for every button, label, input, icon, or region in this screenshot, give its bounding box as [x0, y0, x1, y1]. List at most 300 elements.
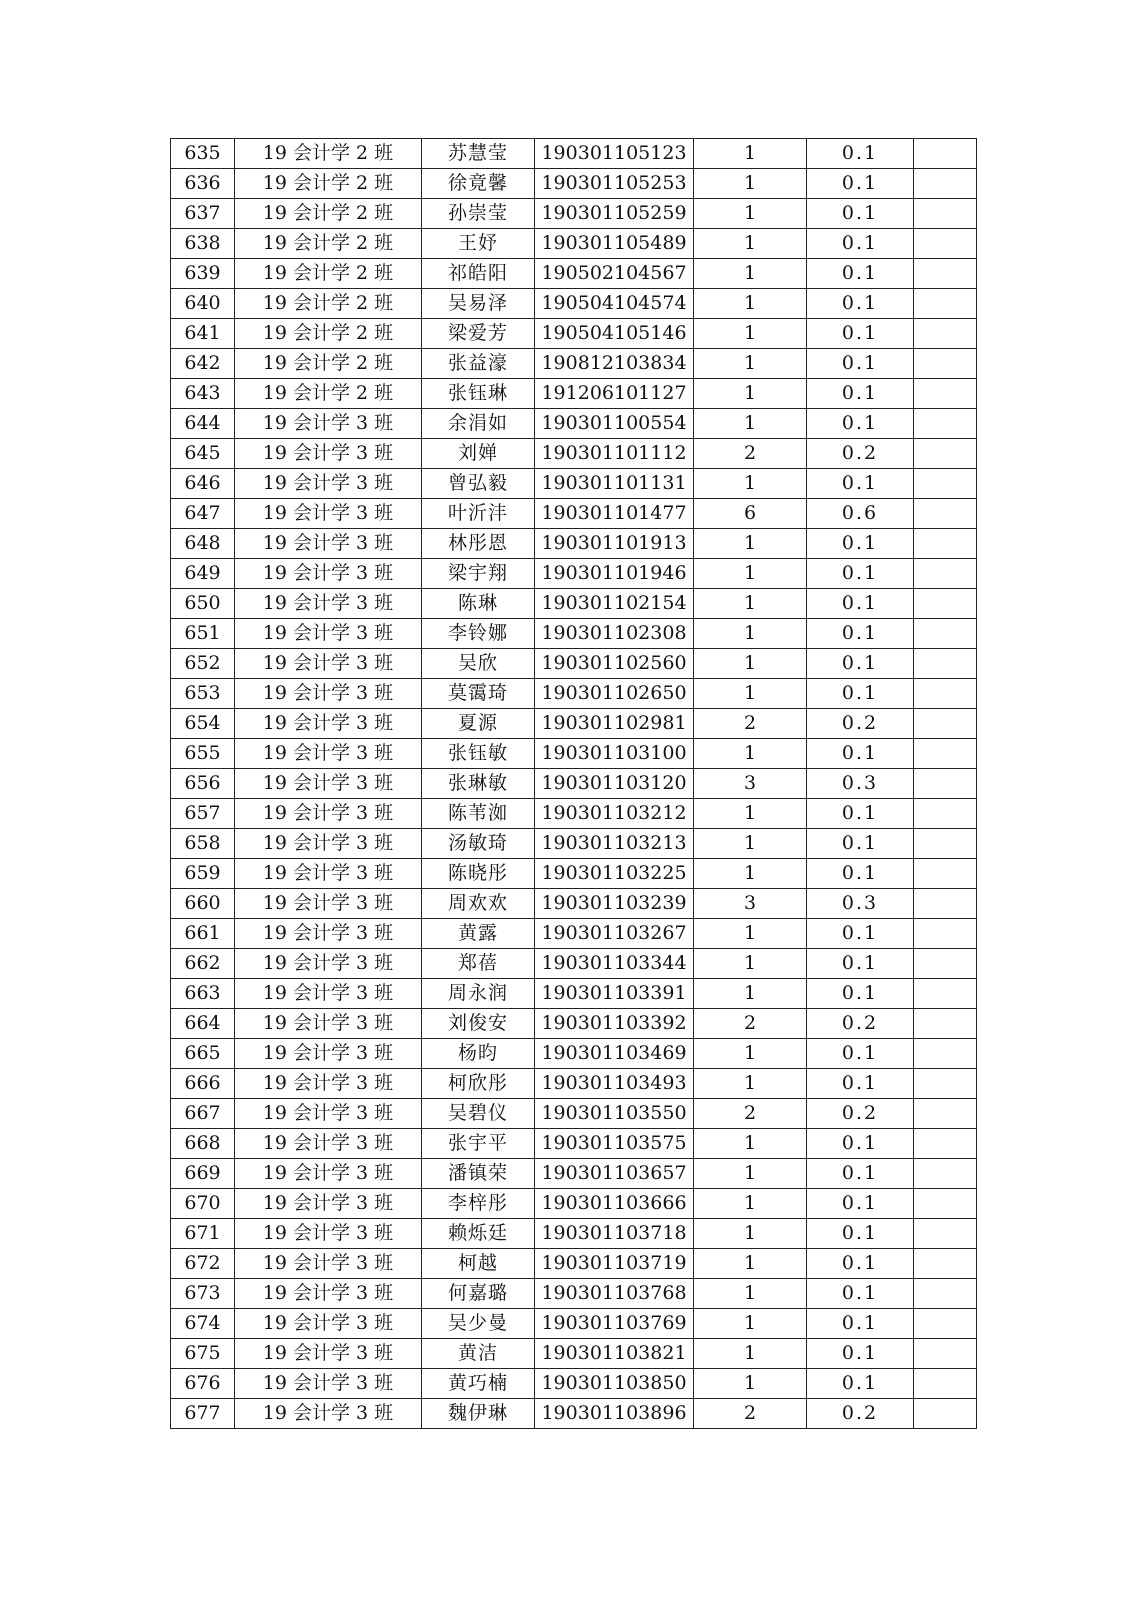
student-name-cell: 王妤: [422, 229, 535, 259]
class-name-cell: 19 会计学 3 班: [235, 709, 422, 739]
student-id-cell: 190301100554: [535, 409, 694, 439]
student-id-cell: 190301103850: [535, 1369, 694, 1399]
class-name-cell: 19 会计学 3 班: [235, 1099, 422, 1129]
student-name-cell: 夏源: [422, 709, 535, 739]
points-cell: 0.1: [807, 349, 914, 379]
points-cell: 0.2: [807, 439, 914, 469]
points-cell: 0.1: [807, 919, 914, 949]
count-cell: 2: [694, 439, 807, 469]
count-cell: 1: [694, 859, 807, 889]
class-name-cell: 19 会计学 2 班: [235, 139, 422, 169]
points-cell: 0.6: [807, 499, 914, 529]
table-row: [171, 1249, 977, 1279]
remarks-cell: [914, 289, 977, 319]
student-name-cell: 徐竟馨: [422, 169, 535, 199]
table-row: [171, 469, 977, 499]
student-id-cell: 190301103239: [535, 889, 694, 919]
table-row: [171, 169, 977, 199]
class-name-cell: 19 会计学 2 班: [235, 289, 422, 319]
seq-number-cell: 677: [171, 1399, 235, 1429]
remarks-cell: [914, 619, 977, 649]
table-row: [171, 1399, 977, 1429]
remarks-cell: [914, 499, 977, 529]
table-row: [171, 1189, 977, 1219]
points-cell: 0.1: [807, 1069, 914, 1099]
table-row: [171, 649, 977, 679]
table-row: [171, 1219, 977, 1249]
remarks-cell: [914, 409, 977, 439]
seq-number-cell: 642: [171, 349, 235, 379]
class-name-cell: 19 会计学 3 班: [235, 1159, 422, 1189]
points-cell: 0.1: [807, 169, 914, 199]
count-cell: 1: [694, 559, 807, 589]
student-name-cell: 黄巧楠: [422, 1369, 535, 1399]
seq-number-cell: 656: [171, 769, 235, 799]
table-row: [171, 589, 977, 619]
remarks-cell: [914, 1189, 977, 1219]
seq-number-cell: 676: [171, 1369, 235, 1399]
count-cell: 1: [694, 649, 807, 679]
class-name-cell: 19 会计学 3 班: [235, 979, 422, 1009]
student-name-cell: 魏伊琳: [422, 1399, 535, 1429]
remarks-cell: [914, 439, 977, 469]
class-name-cell: 19 会计学 3 班: [235, 1369, 422, 1399]
points-cell: 0.1: [807, 679, 914, 709]
table-row: [171, 859, 977, 889]
table-row: [171, 619, 977, 649]
class-name-cell: 19 会计学 3 班: [235, 1189, 422, 1219]
student-name-cell: 梁宇翔: [422, 559, 535, 589]
student-name-cell: 黄露: [422, 919, 535, 949]
count-cell: 1: [694, 169, 807, 199]
class-name-cell: 19 会计学 3 班: [235, 1249, 422, 1279]
student-id-cell: 190301102560: [535, 649, 694, 679]
student-id-cell: 190301102308: [535, 619, 694, 649]
student-name-cell: 潘镇荣: [422, 1159, 535, 1189]
seq-number-cell: 635: [171, 139, 235, 169]
count-cell: 3: [694, 769, 807, 799]
count-cell: 1: [694, 1339, 807, 1369]
count-cell: 1: [694, 799, 807, 829]
seq-number-cell: 644: [171, 409, 235, 439]
table-row: [171, 199, 977, 229]
seq-number-cell: 665: [171, 1039, 235, 1069]
remarks-cell: [914, 889, 977, 919]
table-row: [171, 559, 977, 589]
student-id-cell: 190301103225: [535, 859, 694, 889]
table-row: [171, 679, 977, 709]
class-name-cell: 19 会计学 3 班: [235, 1339, 422, 1369]
count-cell: 1: [694, 469, 807, 499]
student-id-cell: 190301103213: [535, 829, 694, 859]
student-id-cell: 190301103821: [535, 1339, 694, 1369]
count-cell: 1: [694, 379, 807, 409]
remarks-cell: [914, 319, 977, 349]
table-row: [171, 379, 977, 409]
table-row: [171, 529, 977, 559]
seq-number-cell: 657: [171, 799, 235, 829]
remarks-cell: [914, 649, 977, 679]
count-cell: 1: [694, 1369, 807, 1399]
remarks-cell: [914, 139, 977, 169]
points-cell: 0.3: [807, 889, 914, 919]
seq-number-cell: 659: [171, 859, 235, 889]
student-id-cell: 190301105123: [535, 139, 694, 169]
count-cell: 1: [694, 679, 807, 709]
remarks-cell: [914, 1009, 977, 1039]
student-id-cell: 190301103666: [535, 1189, 694, 1219]
class-name-cell: 19 会计学 3 班: [235, 889, 422, 919]
points-cell: 0.1: [807, 619, 914, 649]
class-name-cell: 19 会计学 3 班: [235, 679, 422, 709]
points-cell: 0.1: [807, 319, 914, 349]
seq-number-cell: 671: [171, 1219, 235, 1249]
count-cell: 3: [694, 889, 807, 919]
remarks-cell: [914, 709, 977, 739]
student-id-cell: 190301103212: [535, 799, 694, 829]
table-row: [171, 949, 977, 979]
remarks-cell: [914, 1279, 977, 1309]
points-cell: 0.1: [807, 1189, 914, 1219]
class-name-cell: 19 会计学 3 班: [235, 829, 422, 859]
points-cell: 0.1: [807, 1369, 914, 1399]
student-name-cell: 李梓彤: [422, 1189, 535, 1219]
student-id-cell: 190301101913: [535, 529, 694, 559]
table-row: [171, 979, 977, 1009]
points-cell: 0.1: [807, 1279, 914, 1309]
count-cell: 1: [694, 739, 807, 769]
count-cell: 2: [694, 709, 807, 739]
points-cell: 0.1: [807, 829, 914, 859]
student-id-cell: 190301103469: [535, 1039, 694, 1069]
seq-number-cell: 664: [171, 1009, 235, 1039]
class-name-cell: 19 会计学 3 班: [235, 559, 422, 589]
student-id-cell: 190301103657: [535, 1159, 694, 1189]
table-row: [171, 1339, 977, 1369]
remarks-cell: [914, 1339, 977, 1369]
points-cell: 0.1: [807, 739, 914, 769]
seq-number-cell: 663: [171, 979, 235, 1009]
remarks-cell: [914, 379, 977, 409]
seq-number-cell: 645: [171, 439, 235, 469]
student-name-cell: 陈苇洳: [422, 799, 535, 829]
class-name-cell: 19 会计学 3 班: [235, 949, 422, 979]
points-cell: 0.1: [807, 1159, 914, 1189]
count-cell: 1: [694, 919, 807, 949]
seq-number-cell: 674: [171, 1309, 235, 1339]
table-row: [171, 409, 977, 439]
remarks-cell: [914, 559, 977, 589]
student-id-cell: 190301103575: [535, 1129, 694, 1159]
remarks-cell: [914, 589, 977, 619]
student-id-cell: 190301101477: [535, 499, 694, 529]
student-name-cell: 张钰敏: [422, 739, 535, 769]
class-name-cell: 19 会计学 3 班: [235, 739, 422, 769]
seq-number-cell: 666: [171, 1069, 235, 1099]
student-id-cell: 190301105253: [535, 169, 694, 199]
student-name-cell: 李铃娜: [422, 619, 535, 649]
class-name-cell: 19 会计学 2 班: [235, 169, 422, 199]
student-name-cell: 苏慧莹: [422, 139, 535, 169]
class-name-cell: 19 会计学 3 班: [235, 649, 422, 679]
class-name-cell: 19 会计学 3 班: [235, 919, 422, 949]
count-cell: 1: [694, 139, 807, 169]
seq-number-cell: 636: [171, 169, 235, 199]
student-name-cell: 孙崇莹: [422, 199, 535, 229]
seq-number-cell: 647: [171, 499, 235, 529]
seq-number-cell: 648: [171, 529, 235, 559]
points-cell: 0.1: [807, 559, 914, 589]
student-name-cell: 杨昀: [422, 1039, 535, 1069]
class-name-cell: 19 会计学 3 班: [235, 409, 422, 439]
student-name-cell: 赖烁廷: [422, 1219, 535, 1249]
student-name-cell: 张益濠: [422, 349, 535, 379]
seq-number-cell: 669: [171, 1159, 235, 1189]
class-name-cell: 19 会计学 2 班: [235, 229, 422, 259]
count-cell: 1: [694, 1189, 807, 1219]
count-cell: 1: [694, 979, 807, 1009]
student-name-cell: 林彤恩: [422, 529, 535, 559]
student-id-cell: 190301103719: [535, 1249, 694, 1279]
table-row: [171, 1009, 977, 1039]
seq-number-cell: 654: [171, 709, 235, 739]
remarks-cell: [914, 949, 977, 979]
remarks-cell: [914, 1249, 977, 1279]
points-cell: 0.2: [807, 1399, 914, 1429]
remarks-cell: [914, 1219, 977, 1249]
seq-number-cell: 670: [171, 1189, 235, 1219]
student-name-cell: 张琳敏: [422, 769, 535, 799]
seq-number-cell: 640: [171, 289, 235, 319]
student-id-cell: 190812103834: [535, 349, 694, 379]
class-name-cell: 19 会计学 3 班: [235, 529, 422, 559]
seq-number-cell: 667: [171, 1099, 235, 1129]
points-cell: 0.1: [807, 259, 914, 289]
student-name-cell: 莫霭琦: [422, 679, 535, 709]
student-name-cell: 吴欣: [422, 649, 535, 679]
points-cell: 0.1: [807, 1309, 914, 1339]
points-cell: 0.1: [807, 589, 914, 619]
points-cell: 0.1: [807, 1219, 914, 1249]
points-cell: 0.1: [807, 229, 914, 259]
points-cell: 0.1: [807, 859, 914, 889]
table-row: [171, 349, 977, 379]
student-id-cell: 190301102981: [535, 709, 694, 739]
class-name-cell: 19 会计学 3 班: [235, 499, 422, 529]
table-row: [171, 1309, 977, 1339]
seq-number-cell: 661: [171, 919, 235, 949]
remarks-cell: [914, 1129, 977, 1159]
class-name-cell: 19 会计学 3 班: [235, 1009, 422, 1039]
table-row: [171, 739, 977, 769]
class-name-cell: 19 会计学 3 班: [235, 469, 422, 499]
student-name-cell: 何嘉璐: [422, 1279, 535, 1309]
table-row: [171, 1069, 977, 1099]
remarks-cell: [914, 979, 977, 1009]
count-cell: 1: [694, 829, 807, 859]
class-name-cell: 19 会计学 3 班: [235, 1039, 422, 1069]
student-name-cell: 柯越: [422, 1249, 535, 1279]
student-id-cell: 190504105146: [535, 319, 694, 349]
points-cell: 0.2: [807, 1099, 914, 1129]
seq-number-cell: 653: [171, 679, 235, 709]
student-name-cell: 余涓如: [422, 409, 535, 439]
student-id-cell: 190301103896: [535, 1399, 694, 1429]
student-name-cell: 叶沂沣: [422, 499, 535, 529]
remarks-cell: [914, 1399, 977, 1429]
student-name-cell: 黄洁: [422, 1339, 535, 1369]
seq-number-cell: 660: [171, 889, 235, 919]
remarks-cell: [914, 259, 977, 289]
remarks-cell: [914, 229, 977, 259]
count-cell: 1: [694, 229, 807, 259]
points-cell: 0.1: [807, 139, 914, 169]
student-name-cell: 刘婵: [422, 439, 535, 469]
student-id-cell: 190301103718: [535, 1219, 694, 1249]
student-id-cell: 190301103344: [535, 949, 694, 979]
table-body: [171, 139, 977, 1429]
student-name-cell: 张宇平: [422, 1129, 535, 1159]
remarks-cell: [914, 1099, 977, 1129]
table-row: [171, 229, 977, 259]
class-name-cell: 19 会计学 3 班: [235, 859, 422, 889]
points-cell: 0.1: [807, 949, 914, 979]
points-cell: 0.1: [807, 1039, 914, 1069]
class-name-cell: 19 会计学 3 班: [235, 769, 422, 799]
points-cell: 0.2: [807, 709, 914, 739]
table-row: [171, 1129, 977, 1159]
count-cell: 1: [694, 289, 807, 319]
count-cell: 1: [694, 1159, 807, 1189]
remarks-cell: [914, 829, 977, 859]
points-cell: 0.1: [807, 289, 914, 319]
table-row: [171, 1039, 977, 1069]
student-name-cell: 周永润: [422, 979, 535, 1009]
remarks-cell: [914, 1039, 977, 1069]
remarks-cell: [914, 469, 977, 499]
count-cell: 1: [694, 1069, 807, 1099]
points-cell: 0.1: [807, 409, 914, 439]
class-name-cell: 19 会计学 2 班: [235, 349, 422, 379]
student-id-cell: 190301103769: [535, 1309, 694, 1339]
remarks-cell: [914, 349, 977, 379]
student-id-cell: 190301105489: [535, 229, 694, 259]
class-name-cell: 19 会计学 2 班: [235, 199, 422, 229]
student-id-cell: 190301103120: [535, 769, 694, 799]
student-name-cell: 陈晓彤: [422, 859, 535, 889]
points-cell: 0.2: [807, 1009, 914, 1039]
student-id-cell: 190301103392: [535, 1009, 694, 1039]
student-id-cell: 190504104574: [535, 289, 694, 319]
remarks-cell: [914, 1309, 977, 1339]
remarks-cell: [914, 859, 977, 889]
table-row: [171, 259, 977, 289]
count-cell: 2: [694, 1399, 807, 1429]
table-row: [171, 1279, 977, 1309]
points-cell: 0.3: [807, 769, 914, 799]
student-name-cell: 吴少曼: [422, 1309, 535, 1339]
student-id-cell: 190301103391: [535, 979, 694, 1009]
student-name-cell: 张钰琳: [422, 379, 535, 409]
class-name-cell: 19 会计学 3 班: [235, 1219, 422, 1249]
table-row: [171, 889, 977, 919]
student-name-cell: 汤敏琦: [422, 829, 535, 859]
student-id-cell: 191206101127: [535, 379, 694, 409]
student-name-cell: 吴碧仪: [422, 1099, 535, 1129]
student-name-cell: 曾弘毅: [422, 469, 535, 499]
class-name-cell: 19 会计学 3 班: [235, 619, 422, 649]
table-row: [171, 799, 977, 829]
student-points-table: [170, 138, 977, 1429]
count-cell: 1: [694, 1279, 807, 1309]
student-id-cell: 190301101131: [535, 469, 694, 499]
remarks-cell: [914, 739, 977, 769]
count-cell: 2: [694, 1099, 807, 1129]
points-cell: 0.1: [807, 529, 914, 559]
seq-number-cell: 649: [171, 559, 235, 589]
count-cell: 6: [694, 499, 807, 529]
seq-number-cell: 650: [171, 589, 235, 619]
points-cell: 0.1: [807, 649, 914, 679]
seq-number-cell: 641: [171, 319, 235, 349]
points-cell: 0.1: [807, 199, 914, 229]
class-name-cell: 19 会计学 3 班: [235, 1399, 422, 1429]
count-cell: 1: [694, 619, 807, 649]
count-cell: 1: [694, 589, 807, 619]
seq-number-cell: 643: [171, 379, 235, 409]
student-id-cell: 190301101112: [535, 439, 694, 469]
table-row: [171, 829, 977, 859]
count-cell: 1: [694, 259, 807, 289]
points-cell: 0.1: [807, 979, 914, 1009]
student-name-cell: 郑蓓: [422, 949, 535, 979]
seq-number-cell: 658: [171, 829, 235, 859]
seq-number-cell: 662: [171, 949, 235, 979]
table-row: [171, 319, 977, 349]
remarks-cell: [914, 679, 977, 709]
count-cell: 1: [694, 319, 807, 349]
table-row: [171, 1369, 977, 1399]
student-id-cell: 190301105259: [535, 199, 694, 229]
table-row: [171, 1099, 977, 1129]
points-cell: 0.1: [807, 1249, 914, 1279]
table-row: [171, 289, 977, 319]
points-cell: 0.1: [807, 1129, 914, 1159]
class-name-cell: 19 会计学 3 班: [235, 799, 422, 829]
student-name-cell: 祁皓阳: [422, 259, 535, 289]
count-cell: 2: [694, 1009, 807, 1039]
seq-number-cell: 673: [171, 1279, 235, 1309]
count-cell: 1: [694, 409, 807, 439]
seq-number-cell: 646: [171, 469, 235, 499]
count-cell: 1: [694, 1309, 807, 1339]
remarks-cell: [914, 919, 977, 949]
seq-number-cell: 652: [171, 649, 235, 679]
class-name-cell: 19 会计学 2 班: [235, 259, 422, 289]
count-cell: 1: [694, 1039, 807, 1069]
class-name-cell: 19 会计学 3 班: [235, 1069, 422, 1099]
student-name-cell: 吴易泽: [422, 289, 535, 319]
table-row: [171, 439, 977, 469]
count-cell: 1: [694, 529, 807, 559]
seq-number-cell: 672: [171, 1249, 235, 1279]
table-row: [171, 769, 977, 799]
table-row: [171, 139, 977, 169]
class-name-cell: 19 会计学 3 班: [235, 589, 422, 619]
student-id-cell: 190301102650: [535, 679, 694, 709]
remarks-cell: [914, 1369, 977, 1399]
points-cell: 0.1: [807, 799, 914, 829]
